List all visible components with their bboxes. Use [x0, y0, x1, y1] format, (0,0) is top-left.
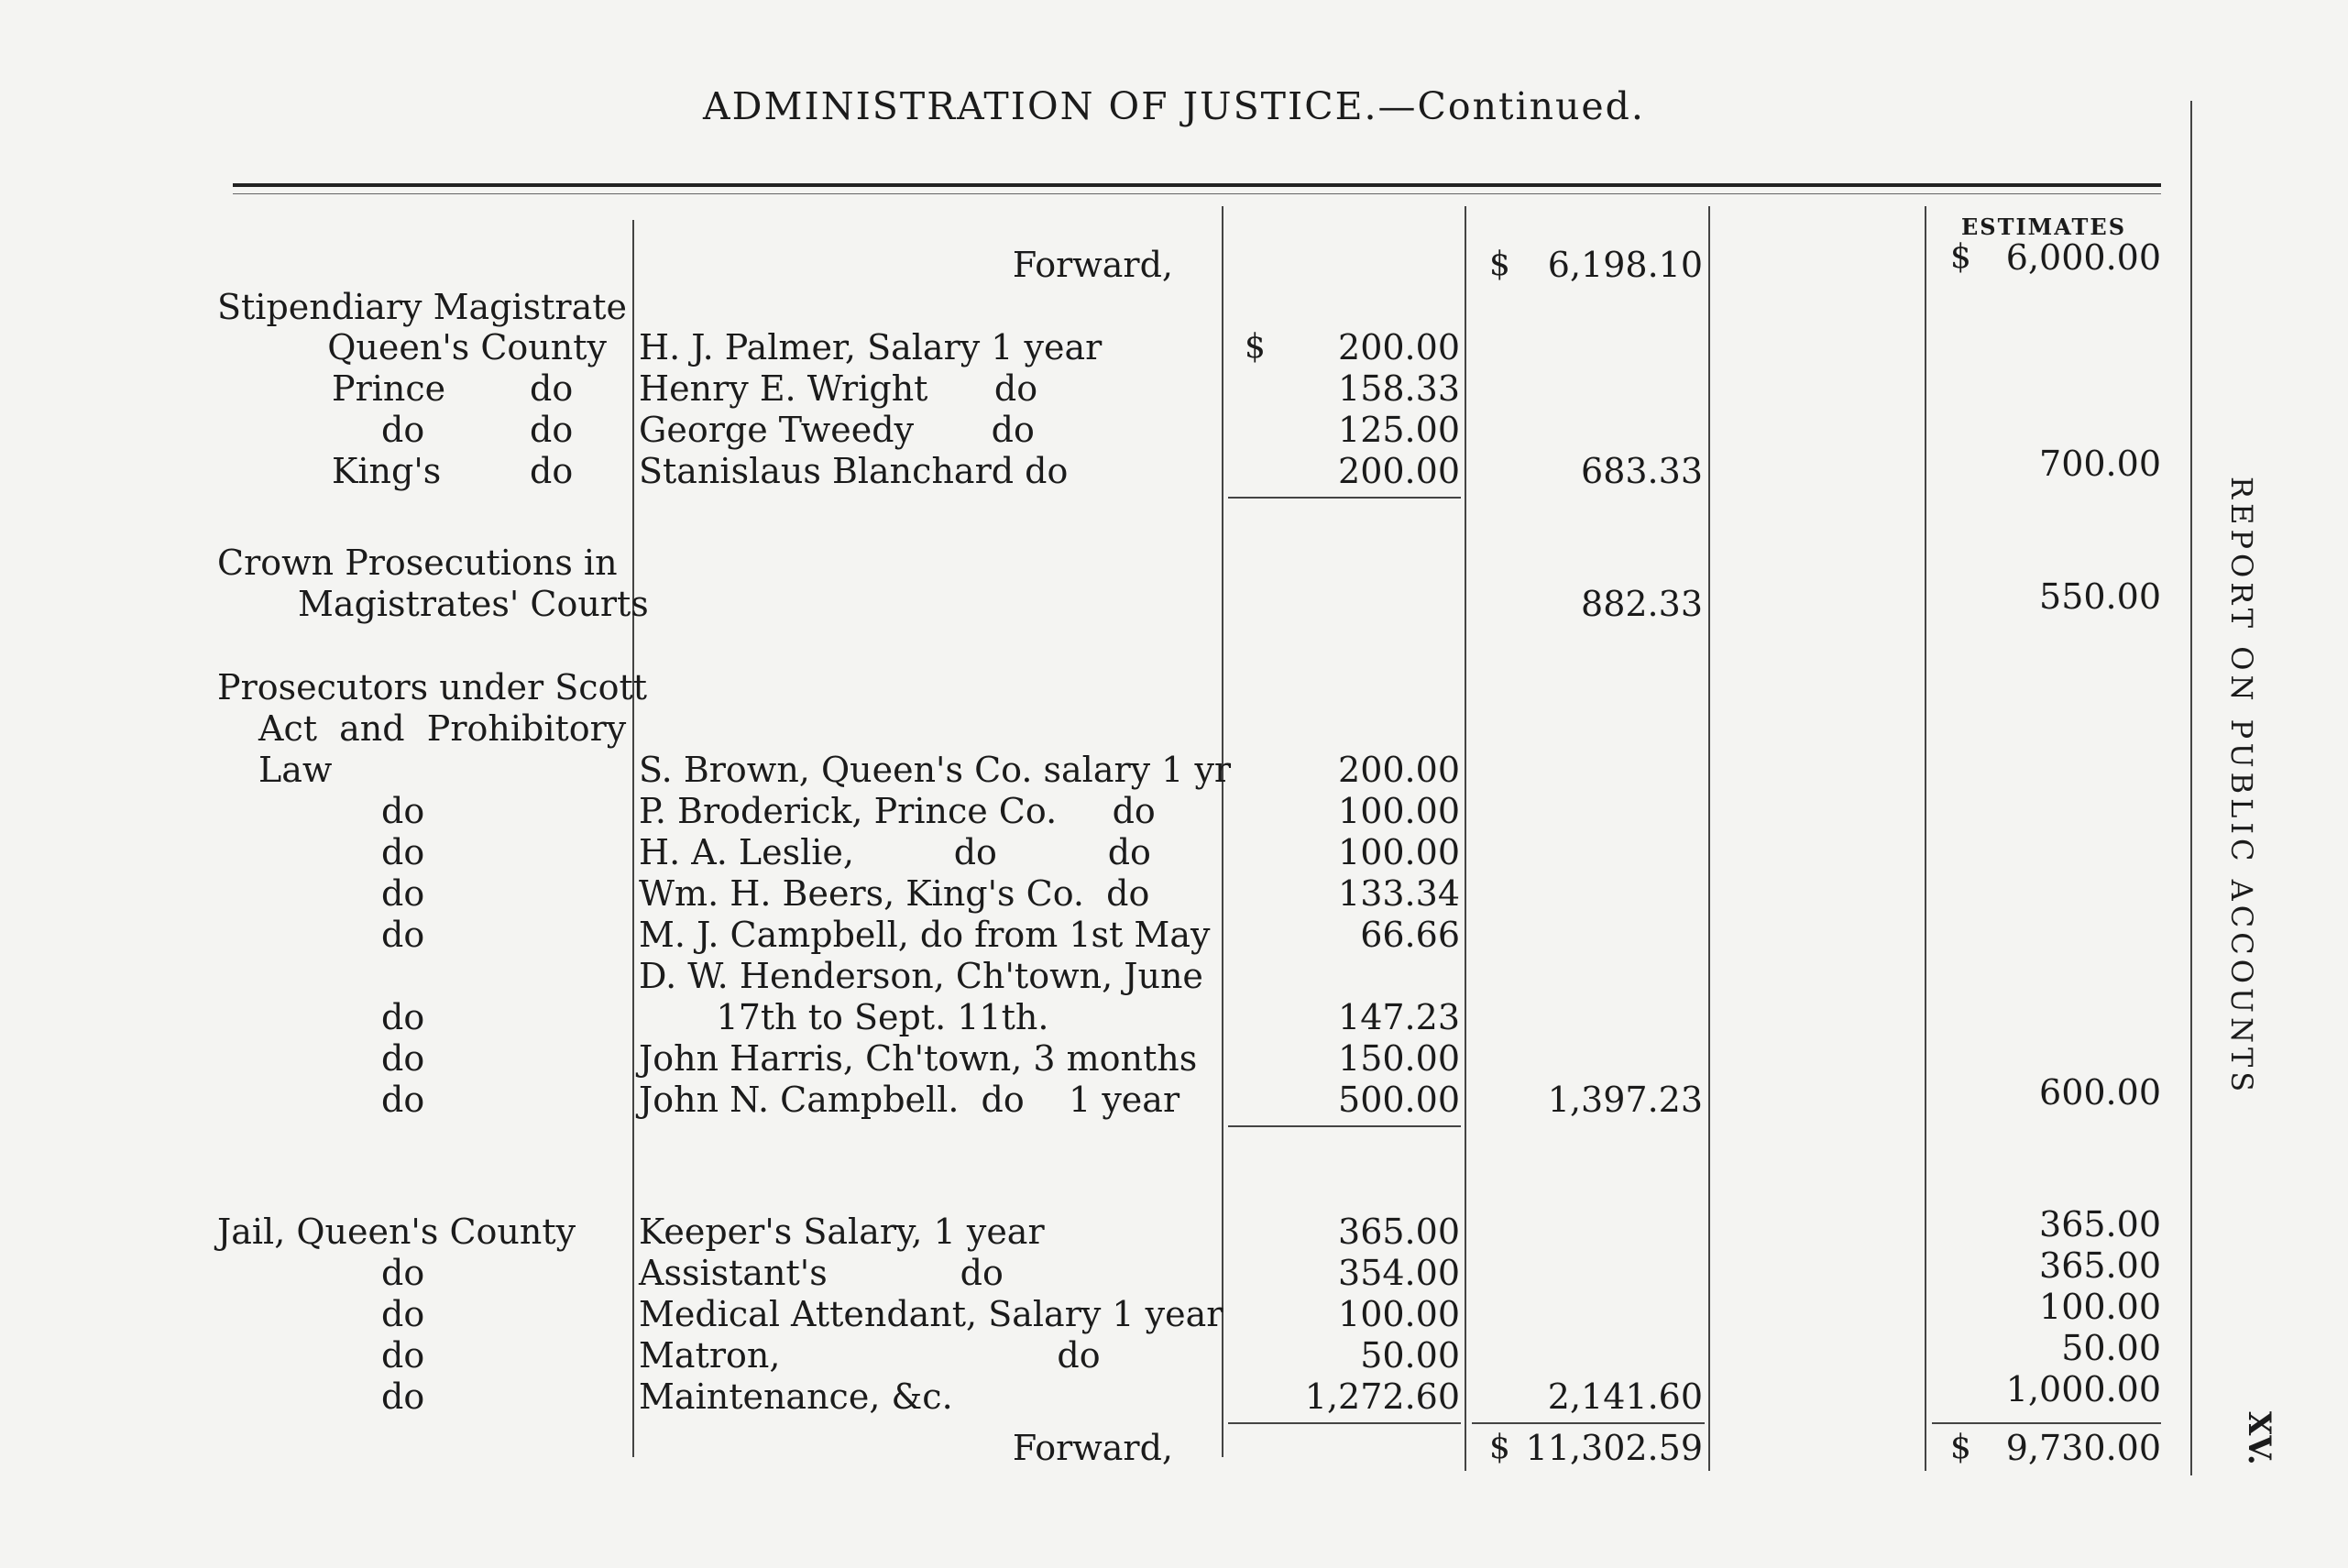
row-amount: 150.00 — [1338, 1038, 1460, 1079]
row-amount: 200.00 — [1338, 451, 1460, 491]
estimate-total-rule — [1932, 1422, 2161, 1424]
row-amount: 354.00 — [1338, 1253, 1460, 1293]
column-divider-1 — [632, 220, 634, 1457]
row-estimate: 365.00 — [2039, 1245, 2161, 1286]
section-heading-scott-3: Law — [258, 750, 333, 790]
side-running-header: REPORT ON PUBLIC ACCOUNTS — [2224, 477, 2259, 1097]
column-divider-3 — [1465, 206, 1466, 1471]
row-label-ditto: do — [381, 1080, 425, 1120]
row-amount: 500.00 — [1338, 1080, 1460, 1120]
margin-line — [2190, 101, 2192, 1475]
row-description: John N. Campbell. do 1 year — [639, 1080, 1180, 1120]
section-heading-scott: Prosecutors under Scott — [217, 667, 647, 707]
dollar-sign: $ — [1245, 328, 1266, 366]
row-amount: 100.00 — [1338, 791, 1460, 831]
section-total: 2,141.60 — [1547, 1376, 1703, 1417]
subtotal-rule — [1228, 497, 1461, 499]
row-amount: 133.34 — [1338, 873, 1460, 914]
row-estimate: 1,000.00 — [2005, 1369, 2161, 1409]
row-description: Keeper's Salary, 1 year — [639, 1212, 1045, 1252]
row-label-ditto: do — [381, 791, 425, 831]
row-amount: 147.23 — [1338, 997, 1460, 1037]
section-total: 882.33 — [1581, 584, 1703, 624]
row-label-ditto: do — [381, 1294, 425, 1334]
subtotal-rule — [1228, 1422, 1461, 1424]
section-heading-crown-2: Magistrates' Courts — [298, 584, 649, 624]
dollar-sign: $ — [1489, 246, 1510, 283]
row-estimate: 100.00 — [2039, 1287, 2161, 1327]
section-total: 1,397.23 — [1547, 1080, 1703, 1120]
dollar-sign: $ — [1950, 1429, 1971, 1466]
row-label-ditto: do — [381, 1253, 425, 1293]
forward-estimate-bottom: 9,730.00 — [2005, 1428, 2161, 1468]
row-amount: 158.33 — [1338, 368, 1460, 409]
row-description: Assistant's do — [639, 1253, 1004, 1293]
row-description: Wm. H. Beers, King's Co. do — [639, 873, 1150, 914]
section-heading-stipendiary: Stipendiary Magistrate — [217, 287, 627, 327]
row-description: Medical Attendant, Salary 1 year — [639, 1294, 1223, 1334]
header-rule-thin — [233, 193, 2161, 194]
page-title: ADMINISTRATION OF JUSTICE.—Continued. — [703, 84, 1645, 128]
row-label-ditto: do — [381, 1038, 425, 1079]
row-estimate: 365.00 — [2039, 1204, 2161, 1245]
row-description: George Tweedy do — [639, 410, 1035, 450]
row-label-ditto: do — [381, 915, 425, 955]
forward-total-bottom: 11,302.59 — [1525, 1428, 1703, 1468]
row-amount: 125.00 — [1338, 410, 1460, 450]
row-description: P. Broderick, Prince Co. do — [639, 791, 1156, 831]
row-label-ditto: do — [381, 832, 425, 872]
subtotal-rule — [1228, 1125, 1461, 1127]
row-description: John Harris, Ch'town, 3 months — [639, 1038, 1198, 1079]
dollar-sign: $ — [1489, 1429, 1510, 1466]
forward-label-top: Forward, — [1012, 245, 1173, 285]
total-rule — [1472, 1422, 1705, 1424]
column-divider-2 — [1222, 206, 1223, 1457]
row-label: Prince — [332, 368, 446, 409]
section-estimate: 600.00 — [2039, 1072, 2161, 1113]
row-amount: 100.00 — [1338, 832, 1460, 872]
section-estimate: 550.00 — [2039, 576, 2161, 617]
row-amount: 100.00 — [1338, 1294, 1460, 1334]
row-description: Matron, do — [639, 1335, 1101, 1376]
row-amount: 1,272.60 — [1304, 1376, 1460, 1417]
row-amount: 66.66 — [1360, 915, 1460, 955]
section-heading-crown: Crown Prosecutions in — [217, 543, 618, 583]
row-label-ditto: do — [381, 873, 425, 914]
row-label: Queen's County — [327, 327, 607, 367]
row-label-ditto: do — [530, 368, 574, 409]
row-amount: 50.00 — [1360, 1335, 1460, 1376]
section-total: 683.33 — [1581, 451, 1703, 491]
row-estimate: 50.00 — [2061, 1328, 2161, 1368]
column-divider-5 — [1925, 206, 1926, 1471]
column-divider-4 — [1708, 206, 1710, 1471]
page-number: XV. — [2241, 1411, 2277, 1465]
row-description: H. J. Palmer, Salary 1 year — [639, 327, 1103, 367]
row-description: Maintenance, &c. — [639, 1376, 953, 1417]
header-rule-thick — [233, 183, 2161, 187]
row-description: Stanislaus Blanchard do — [639, 451, 1069, 491]
row-description: H. A. Leslie, do do — [639, 832, 1151, 872]
row-label-ditto: do — [530, 451, 574, 491]
estimates-header: ESTIMATES — [1960, 214, 2127, 240]
row-description: 17th to Sept. 11th. — [639, 997, 1049, 1037]
forward-total-top: 6,198.10 — [1547, 245, 1703, 285]
row-label-ditto: do — [381, 997, 425, 1037]
row-label-ditto: do — [381, 1335, 425, 1376]
row-description: D. W. Henderson, Ch'town, June — [639, 956, 1203, 996]
forward-estimate-top: 6,000.00 — [2005, 237, 2161, 278]
row-label: Jail, Queen's County — [217, 1212, 576, 1252]
row-label: King's — [332, 451, 442, 491]
forward-label-bottom: Forward, — [1012, 1428, 1173, 1468]
row-label-ditto: do — [530, 410, 574, 450]
row-description: Henry E. Wright do — [639, 368, 1038, 409]
dollar-sign: $ — [1950, 238, 1971, 276]
row-description: S. Brown, Queen's Co. salary 1 yr — [639, 750, 1232, 790]
row-amount: 200.00 — [1338, 750, 1460, 790]
section-heading-scott-2: Act and Prohibitory — [258, 708, 627, 749]
row-label: do — [381, 410, 425, 450]
section-estimate: 700.00 — [2039, 444, 2161, 484]
row-description: M. J. Campbell, do from 1st May — [639, 915, 1211, 955]
row-amount: 200.00 — [1338, 327, 1460, 367]
row-amount: 365.00 — [1338, 1212, 1460, 1252]
row-label-ditto: do — [381, 1376, 425, 1417]
